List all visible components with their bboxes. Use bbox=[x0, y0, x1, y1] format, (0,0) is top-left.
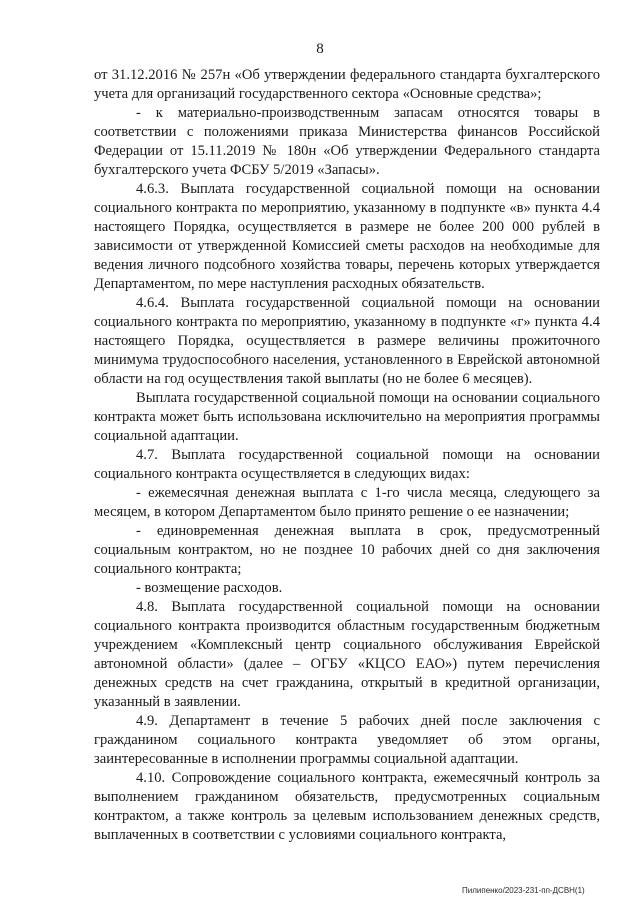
document-footer-code: Пилипенко/2023-231-пп-ДСВН(1) bbox=[462, 886, 585, 895]
list-item-lump-sum-payment: - единовременная денежная выплата в срок, предусмотренный социальным контрактом, но не позднее 10 рабочих дней со дня заключения социального контракта; bbox=[94, 523, 600, 577]
paragraph-inventories: - к материально-производственным запасам относятся товары в соответствии с положениями приказа Министерства финансов Российской Федерации от 15.11.2019 № 180н «Об утверждении Федерального стандарта бухгалтерского учета ФСБУ 5/2019 «Запасы». bbox=[94, 105, 600, 178]
list-item-reimbursement: - возмещение расходов. bbox=[136, 580, 283, 596]
paragraph-usage-restriction: Выплата государственной социальной помощи на основании социального контракта может быть использована исключительно на мероприятия программы социальной адаптации. bbox=[94, 390, 600, 444]
page-number: 8 bbox=[316, 41, 324, 57]
paragraph-4-6-3: 4.6.3. Выплата государственной социальной помощи на основании социального контракта по мероприятию, указанному в подпункте «в» пункта 4.4 настоящего Порядка, осуществляется в размере не более 200 000 рублей в зависимости от утвержденной Комиссией сметы расходов на необходимые для ведения личного подсобного хозяйства товары, перечень которых утверждается Департаментом, по мере наступления расходных обязательств. bbox=[94, 181, 600, 292]
paragraph-4-8: 4.8. Выплата государственной социальной помощи на основании социального контракта производится областным государственным бюджетным учреждением «Комплексный центр социального обслуживания Еврейской автономной области» (далее – ОГБУ «КЦСО ЕАО») путем перечисления денежных средств на счет гражданина, открытый в кредитной организации, указанный в заявлении. bbox=[94, 599, 600, 710]
paragraph-4-9: 4.9. Департамент в течение 5 рабочих дней после заключения с гражданином социального контракта уведомляет об этом органы, заинтересованные в исполнении программы социальной адаптации. bbox=[94, 713, 600, 767]
paragraph-standard-fixed-assets: от 31.12.2016 № 257н «Об утверждении федерального стандарта бухгалтерского учета для организаций государственного сектора «Основные средства»; bbox=[94, 67, 600, 102]
paragraph-4-6-4: 4.6.4. Выплата государственной социальной помощи на основании социального контракта по мероприятию, указанному в подпункте «г» пункта 4.4 настоящего Порядка, осуществляется в размере величины прожиточного минимума трудоспособного населения, установленного в Еврейской автономной области на год осуществления такой выплаты (но не более 6 месяцев). bbox=[94, 295, 600, 387]
list-item-monthly-payment: - ежемесячная денежная выплата с 1-го числа месяца, следующего за месяцем, в котором Департаментом было принято решение о ее назначении; bbox=[94, 485, 600, 520]
paragraph-4-10: 4.10. Сопровождение социального контракта, ежемесячный контроль за выполнением гражданином обязательств, предусмотренных социальным контрактом, а также контроль за целевым использованием денежных средств, выплаченных в соответствии с условиями социального контракта, bbox=[94, 770, 600, 843]
paragraph-4-7: 4.7. Выплата государственной социальной помощи на основании социального контракта осуществляется в следующих видах: bbox=[94, 447, 600, 482]
document-body bbox=[94, 66, 600, 845]
